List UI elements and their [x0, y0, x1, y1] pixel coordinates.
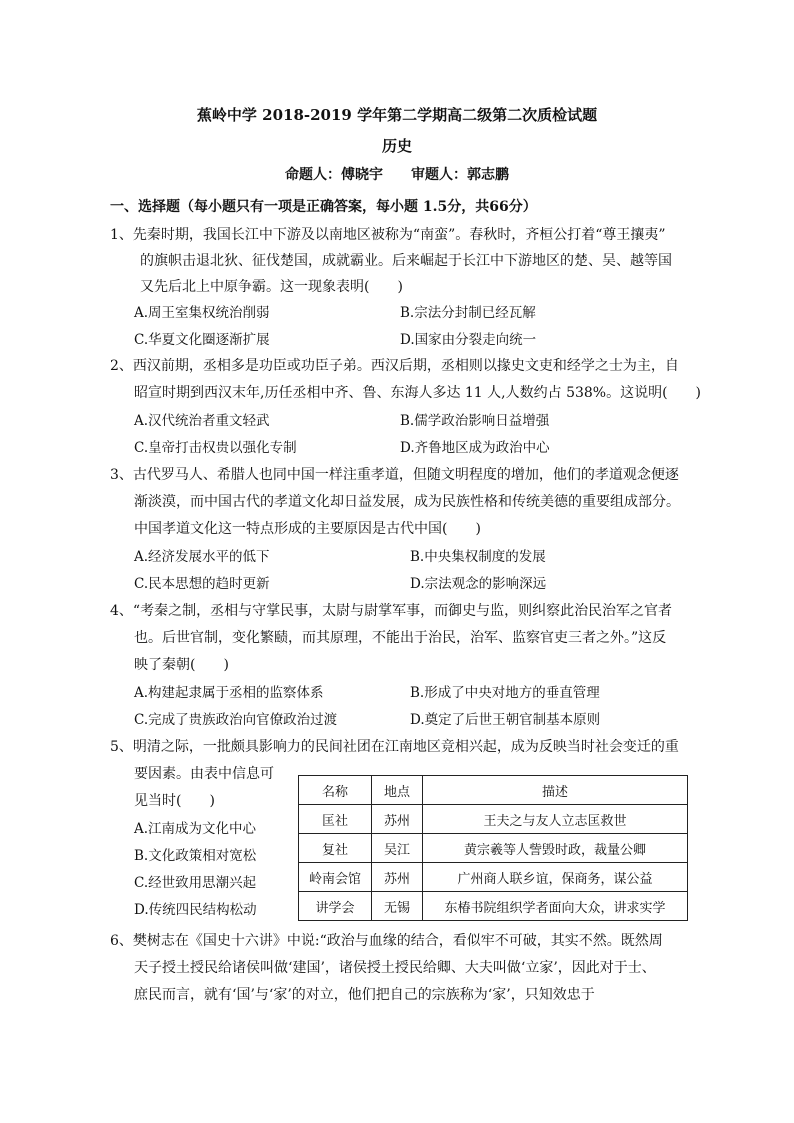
q4-option-c: C.完成了贵族政治向官僚政治过渡 — [134, 712, 338, 728]
q2-option-a: A.汉代统治者重文轻武 — [134, 413, 270, 429]
q4-option-a: A.构建起隶属于丞相的监察体系 — [134, 685, 324, 701]
q1-option-a: A.周王室集权统治削弱 — [134, 305, 270, 321]
section-heading: 一、选择题（每小题只有一项是正确答案，每小题 1.5分，共66分） — [110, 199, 537, 215]
table-row — [299, 892, 688, 921]
table-row — [299, 863, 688, 892]
table-cell: 王夫之与友人立志匡救世 — [423, 805, 688, 834]
q3-option-b: B.中央集权制度的发展 — [410, 549, 546, 565]
table-header-cell: 名称 — [299, 776, 372, 805]
table-cell: 讲学会 — [299, 892, 372, 921]
q1-option-d: D.国家由分裂走向统一 — [400, 332, 537, 348]
societies-table — [298, 775, 688, 921]
q3-line-2: 渐淡漠，而中国古代的孝道文化却日益发展，成为民族性格和传统美德的重要组成部分。 — [134, 494, 680, 510]
q1-option-c: C.华夏文化圈逐渐扩展 — [134, 332, 270, 348]
q3-option-a: A.经济发展水平的低下 — [134, 549, 270, 565]
table-header-cell: 描述 — [423, 776, 688, 805]
table-cell: 苏州 — [372, 863, 423, 892]
q1-line-2: 的旗帜击退北狄、征伐楚国，成就霸业。后来崛起于长江中下游地区的楚、吴、越等国 — [140, 253, 672, 269]
q2-option-d: D.齐鲁地区成为政治中心 — [400, 440, 550, 456]
table-cell: 匡社 — [299, 805, 372, 834]
q5-option-d: D.传统四民结构松动 — [134, 902, 257, 918]
q2-option-b: B.儒学政治影响日益增强 — [400, 413, 550, 429]
q3-option-d: D.宗法观念的影响深远 — [410, 576, 547, 592]
q1-option-b: B.宗法分封制已经瓦解 — [400, 305, 536, 321]
authors-line — [0, 164, 794, 184]
q5-option-c: C.经世致用思潮兴起 — [134, 875, 257, 891]
q5-line-1: 5、明清之际，一批颇具影响力的民间社团在江南地区竞相兴起，成为反映当时社会变迁的重 — [110, 739, 679, 755]
q6-line-3: 庶民而言，就有‘国’与‘家’的对立，他们把自己的宗族称为‘家’，只知效忠于 — [134, 987, 595, 1003]
table-cell: 复社 — [299, 834, 372, 863]
q3-option-c: C.民本思想的趋时更新 — [134, 576, 270, 592]
author-label: 命题人：傅晓宇 — [285, 167, 383, 183]
q4-option-d: D.奠定了后世王朝官制基本原则 — [410, 712, 601, 728]
q4-line-2: 也。后世官制，变化繁赜，而其原理，不能出于治民，治军、监察官吏三者之外。”这反 — [134, 630, 667, 646]
table-header-row — [299, 776, 688, 805]
q5-option-a: A.江南成为文化中心 — [134, 821, 257, 837]
q2-line-2: 昭宣时期到西汉末年,历任丞相中齐、鲁、东海人多达 11 人,人数约占 538%。这说明( ) — [134, 385, 702, 401]
q4-line-3: 映了秦朝( ) — [134, 657, 229, 673]
table-cell: 苏州 — [372, 805, 423, 834]
subject-title: 历史 — [381, 137, 412, 155]
q2-option-c: C.皇帝打击权贵以强化专制 — [134, 440, 297, 456]
q5-line-3: 见当时( ) — [134, 793, 215, 809]
table-row — [299, 834, 688, 863]
table-header-cell: 地点 — [372, 776, 423, 805]
q3-line-3: 中国孝道文化这一特点形成的主要原因是古代中国( ) — [134, 521, 481, 537]
q3-line-1: 3、古代罗马人、希腊人也同中国一样注重孝道，但随文明程度的增加，他们的孝道观念便逐 — [110, 467, 679, 483]
q4-line-1: 4、“考秦之制，丞相与守掌民事，太尉与尉掌军事，而御史与监，则纠察此治民治军之官者 — [110, 603, 673, 619]
q1-line-1: 1、先秦时期，我国长江中下游及以南地区被称为“南蛮”。春秋时，齐桓公打着“尊王攘夷” — [110, 227, 666, 243]
q4-option-b: B.形成了中央对地方的垂直管理 — [410, 685, 600, 701]
q5-option-b: B.文化政策相对宽松 — [134, 848, 257, 864]
reviewer-label: 审题人：郭志鹏 — [411, 167, 509, 183]
q5-line-2: 要因素。由表中信息可 — [134, 766, 274, 782]
q6-line-2: 天子授土授民给诸侯叫做‘建国’，诸侯授土授民给卿、大夫叫做‘立家’，因此对于士、 — [134, 960, 656, 976]
exam-title: 蕉岭中学 2018-2019 学年第二学期高二级第二次质检试题 — [196, 106, 598, 124]
table-cell: 广州商人联乡谊，保商务，谋公益 — [423, 863, 688, 892]
table-row — [299, 805, 688, 834]
table-cell: 岭南会馆 — [299, 863, 372, 892]
q6-line-1: 6、樊树志在《国史十六讲》中说:“政治与血缘的结合，看似牢不可破，其实不然。既然周 — [110, 933, 663, 949]
q1-line-3: 又先后北上中原争霸。这一现象表明( ) — [140, 279, 403, 295]
q2-line-1: 2、西汉前期，丞相多是功臣或功臣子弟。西汉后期，丞相则以掾史文吏和经学之士为主，自 — [110, 358, 679, 374]
table-cell: 吴江 — [372, 834, 423, 863]
table-cell: 东椿书院组织学者面向大众，讲求实学 — [423, 892, 688, 921]
table-cell: 黄宗羲等人訾毁时政，裁量公卿 — [423, 834, 688, 863]
table-cell: 无锡 — [372, 892, 423, 921]
